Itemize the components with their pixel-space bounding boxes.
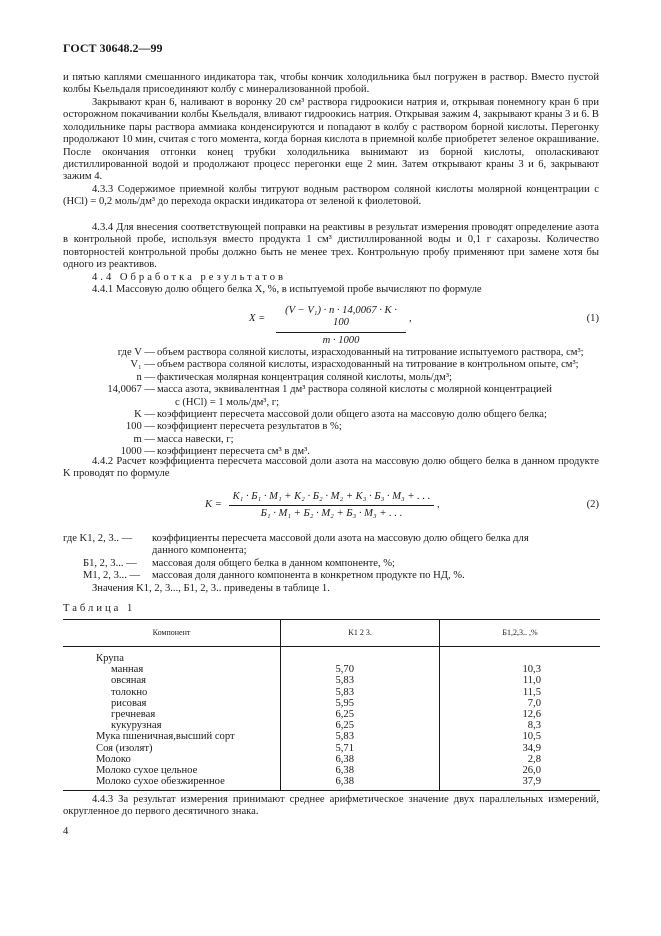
page-number: 4 bbox=[63, 826, 69, 837]
formula-2-tail: , bbox=[437, 499, 440, 510]
table-row: Крупа bbox=[63, 647, 600, 665]
formula-2-numerator: K₁ · Б₁ · M₁ + K₂ · Б₂ · M₂ + K₃ · Б₃ · M₃ + . . . bbox=[229, 491, 434, 506]
formula-1-numerator: (V − V₁) · n · 14,0067 · K · 100 bbox=[276, 305, 406, 333]
formula-2-denominator: Б₁ · M₁ + Б₂ · M₂ + Б₃ · M₃ + . . . bbox=[260, 508, 403, 520]
document-header: ГОСТ 30648.2—99 bbox=[63, 41, 163, 55]
paragraph: Значения K1, 2, 3..., Б1, 2, 3.. приведены в таблице 1. bbox=[92, 583, 330, 594]
equation-number-1: (1) bbox=[586, 313, 599, 324]
definition-row: где V — объем раствора соляной кислоты, израсходованный на титрование испытуемого раствора, см³; bbox=[117, 347, 584, 358]
definition-row: M1, 2, 3... — массовая доля данного компонента в конкретном продукте по НД, %. bbox=[83, 570, 465, 582]
definition-row: K — коэффициент пересчета массовой доли общего азота на массовую долю общего белка; bbox=[134, 408, 547, 420]
table-row: Мука пшеничная,высший сорт 5,83 10,5 bbox=[63, 731, 600, 742]
equation-number-2: (2) bbox=[586, 499, 599, 510]
formula-2-definitions bbox=[63, 533, 603, 583]
formula-1-lhs: X = bbox=[249, 313, 266, 324]
paragraph: Закрывают кран 6, наливают в воронку 20 см³ раствора гидроокиси натрия и, открывая понемногу кран 6 при осторожном покачивании колбы Кьельдаля, вливают гидроокись натрия. Открывая зажим 4, закрывают краны 3 и 6. В холодильнике пары раствора аммиака конденсируются и попадают в колбу с раствором борной кислоты. Перегонку продолжают 10 мин, считая с того момента, когда борная кислота в приемной колбе приобретет зеленое окрашивание. После окончания отгонки конец трубки холодильника вынимают из борной кислоты, ополаскивают дистиллированной водой и продолжают процесс перегонки еще 2 мин. Затем открывают краны 3 и 6, закрывают зажим 4. bbox=[63, 97, 599, 183]
table-caption: Таблица 1 bbox=[63, 603, 136, 614]
table-1 bbox=[63, 619, 600, 791]
column-header: Б1,2,3.. ,% bbox=[440, 620, 601, 647]
definition-row: 14,0067 — масса азота, эквивалентная 1 дм³ раствора соляной кислоты с молярной концентрацией bbox=[107, 384, 552, 396]
table-row: овсяная 5,83 11,0 bbox=[63, 675, 600, 686]
paragraph: 4.4.2 Расчет коэффициента пересчета массовой доли азота на массовую долю общего белка в данном продукте K проводят по формуле bbox=[63, 456, 599, 480]
formula-2-fraction bbox=[229, 491, 434, 521]
definition-row: 1000 — коэффициент пересчета см³ в дм³. bbox=[120, 446, 310, 458]
column-header: Компонент bbox=[63, 620, 281, 647]
table-row: толокно 5,83 11,5 bbox=[63, 687, 600, 698]
formula-2 bbox=[63, 491, 599, 527]
paragraph: 4.3.3 Содержимое приемной колбы титруют водным раствором соляной кислоты молярной концентрации c (HCl) = 0,2 моль/дм³ до перехода окраски индикатора от зеленой к фиолетовой. bbox=[63, 184, 599, 208]
table-row: манная 5,70 10,3 bbox=[63, 664, 600, 675]
definition-row: где K1, 2, 3.. — коэффициенты пересчета массовой доли азота на массовую долю общего белка для bbox=[63, 533, 529, 544]
definition-row: c (HCl) = 1 моль/дм³, г; bbox=[175, 396, 280, 408]
definition-row: n — фактическая молярная концентрация соляной кислоты, моль/дм³; bbox=[136, 371, 452, 383]
formula-1-tail: , bbox=[409, 313, 412, 324]
definition-row: m — масса навески, г; bbox=[133, 433, 234, 445]
table-row: кукурузная 6,25 8,3 bbox=[63, 720, 600, 731]
definition-row: данного компонента; bbox=[152, 545, 247, 557]
formula-1-denominator: m · 1000 bbox=[322, 334, 360, 346]
formula-1-definitions bbox=[63, 347, 603, 459]
definition-row: V₁ — объем раствора соляной кислоты, израсходованный на титрование в контрольном опыте, см³; bbox=[130, 359, 579, 371]
column-header: K1 2 3. bbox=[281, 620, 440, 647]
definition-row: 100 — коэффициент пересчета результатов в %; bbox=[125, 421, 342, 433]
formula-2-lhs: K = bbox=[205, 499, 222, 510]
paragraph: 4.3.4 Для внесения соответствующей поправки на реактивы в результат измерения проводят определение азота в контрольной пробе, используя вместо продукта 1 см³ дистиллированной воды и 0,1 г сахарозы. Количество повторностей контрольной пробы должно быть не менее трех. Контрольную пробу применяют при замене хотя бы одного из реактивов. bbox=[63, 222, 599, 271]
section-heading: 4.4 Обработка результатов bbox=[92, 272, 287, 283]
table-row: Молоко сухое обезжиренное 6,38 37,9 bbox=[63, 776, 600, 791]
table-row: рисовая 5,95 7,0 bbox=[63, 698, 600, 709]
table-row: Молоко сухое цельное 6,38 26,0 bbox=[63, 765, 600, 776]
table-row: гречневая 6,25 12,6 bbox=[63, 709, 600, 720]
paragraph: 4.4.3 За результат измерения принимают среднее арифметическое значение двух параллельных измерений, округленное до первого десятичного знака. bbox=[63, 794, 599, 818]
table-row: Соя (изолят) 5,71 34,9 bbox=[63, 743, 600, 754]
paragraph: 4.4.1 Массовую долю общего белка X, %, в испытуемой пробе вычисляют по формуле bbox=[92, 284, 482, 295]
table-row: Молоко 6,38 2,8 bbox=[63, 754, 600, 765]
definition-row: Б1, 2, 3... — массовая доля общего белка в данном компоненте, %; bbox=[83, 557, 395, 569]
formula-1 bbox=[63, 305, 599, 346]
paragraph: и пятью каплями смешанного индикатора так, чтобы кончик холодильника был погружен в раствор. Вместо пустой колбы Кьельдаля присоединяют колбу с минерализованной пробой. bbox=[63, 72, 599, 96]
table-header-row bbox=[63, 620, 600, 647]
formula-1-fraction bbox=[276, 305, 406, 347]
